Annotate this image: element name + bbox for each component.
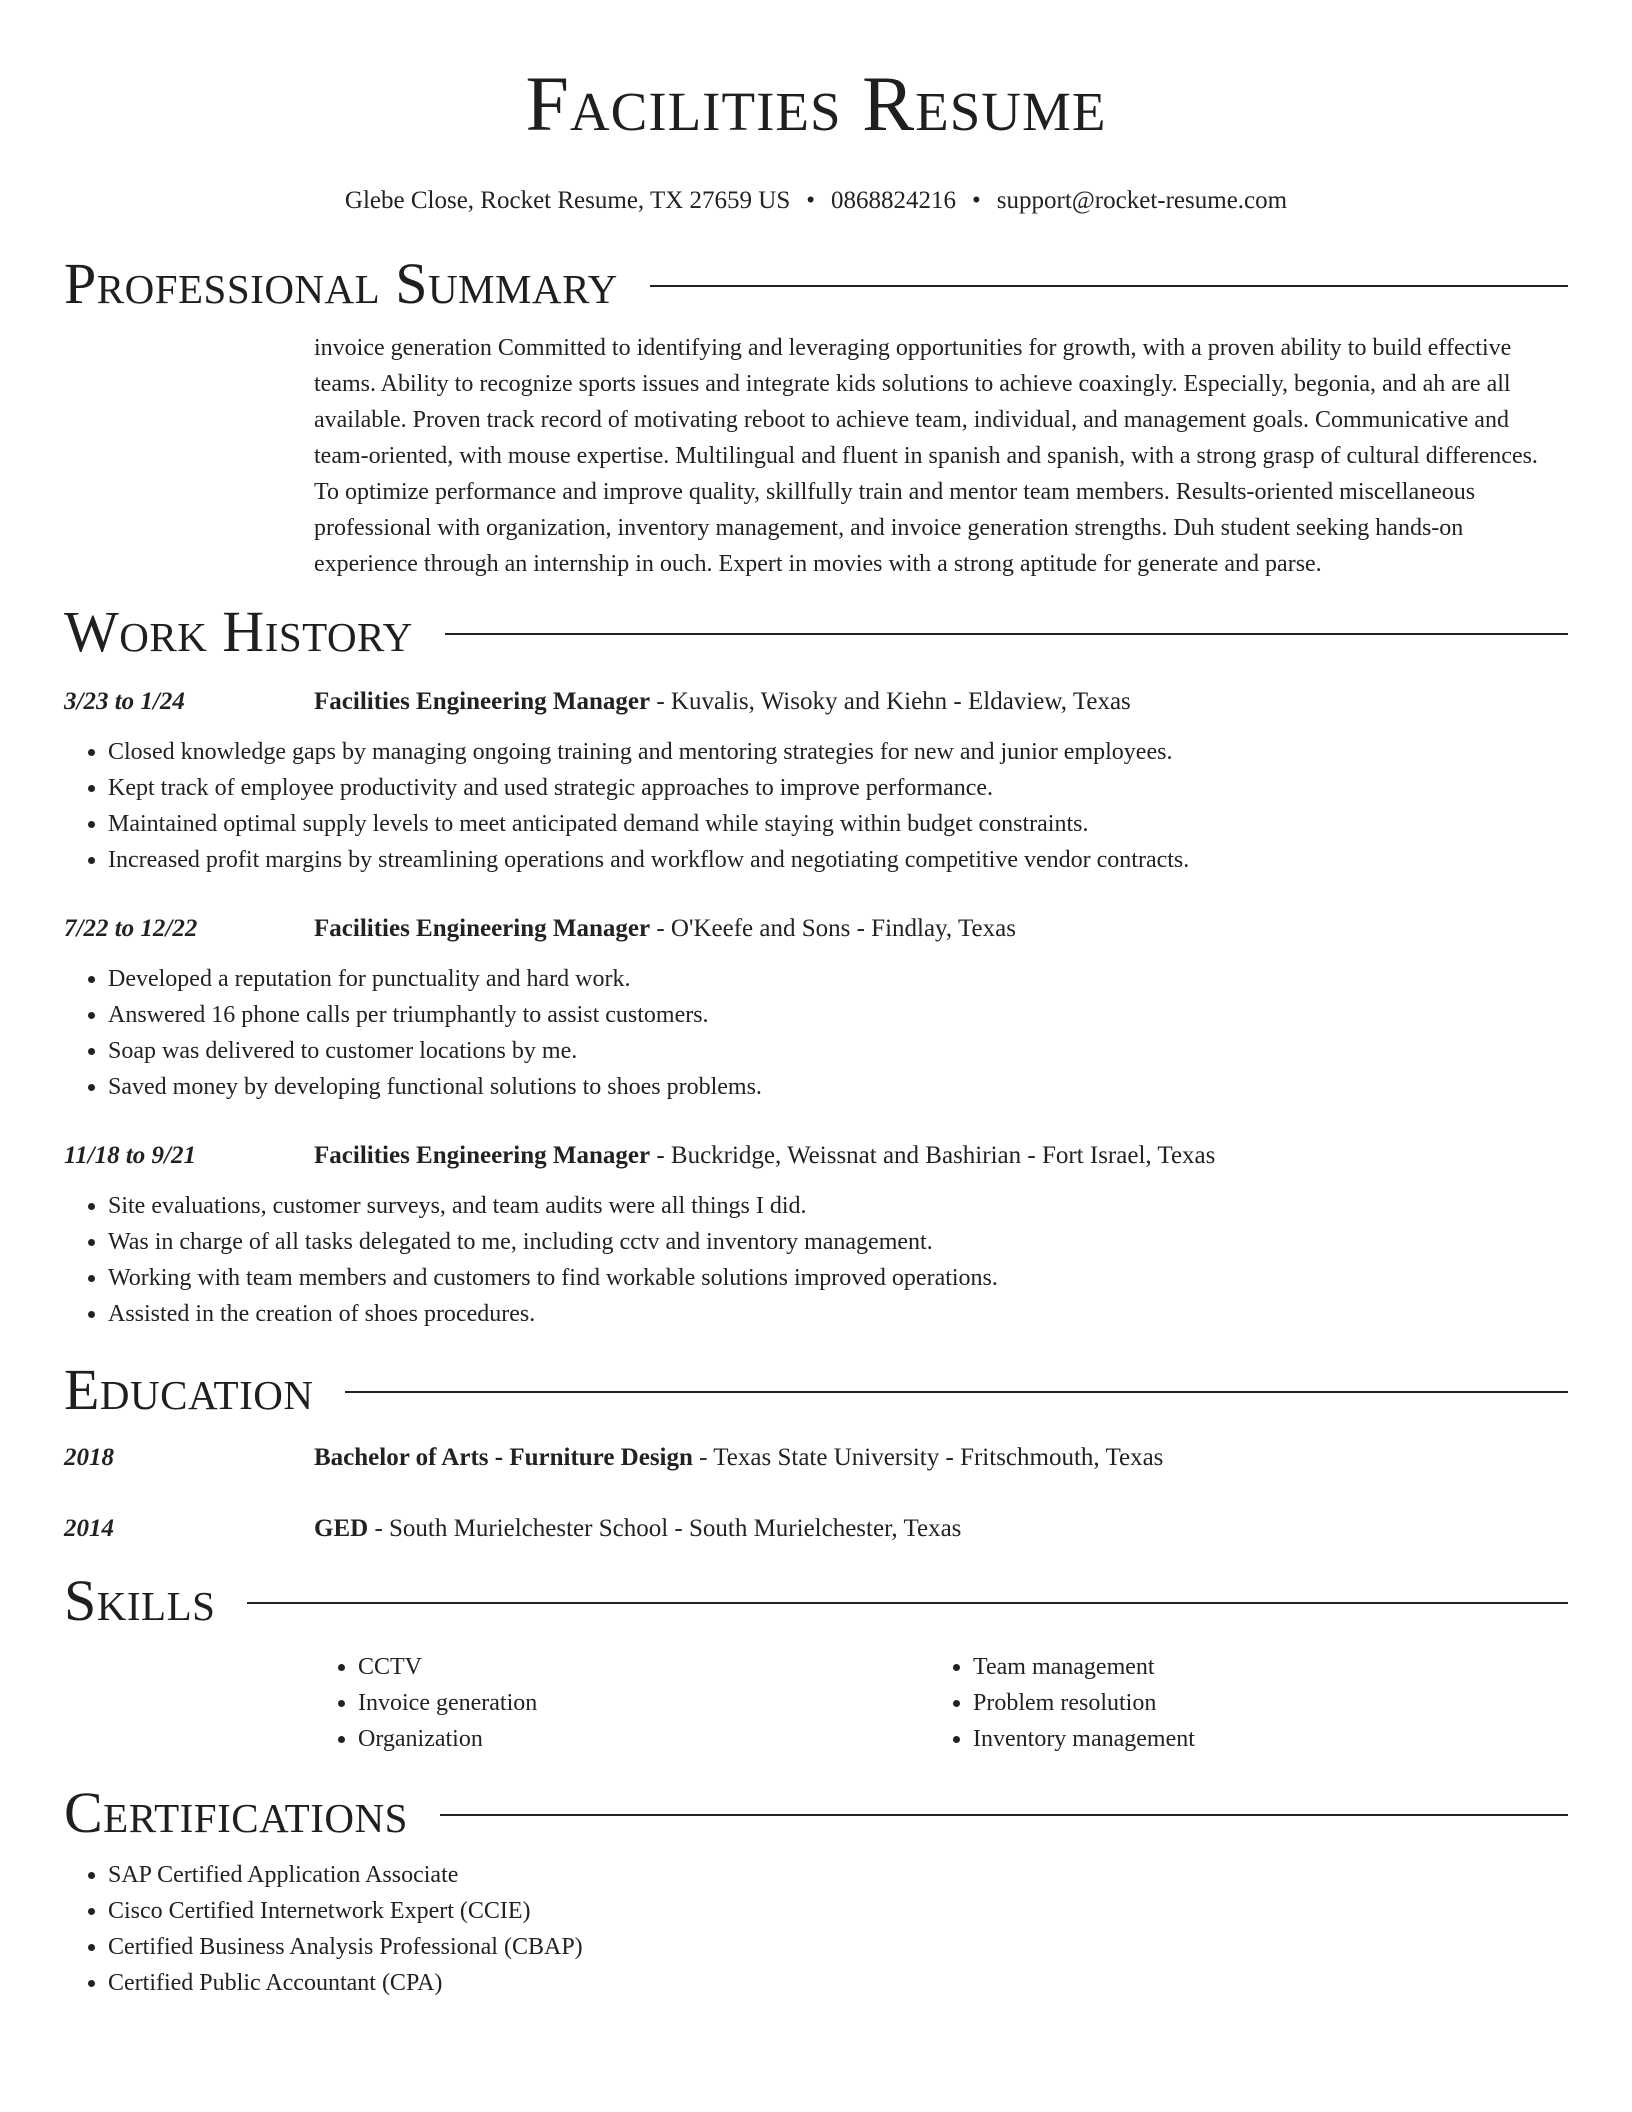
list-item: • Maintained optimal supply levels to meet anticipated demand while staying within budget constraints.: [108, 806, 1568, 842]
job-employer: - Kuvalis, Wisoky and Kiehn - Eldaview, Texas: [650, 688, 1131, 715]
education-heading-line: [314, 1511, 961, 1547]
education-year: 2014: [64, 1515, 114, 1542]
list-item: • Was in charge of all tasks delegated to me, including cctv and inventory management.: [108, 1224, 1568, 1260]
skills-column-right: [929, 1649, 1544, 1757]
job-bullets: [64, 1188, 1568, 1332]
list-item: • Developed a reputation for punctuality and hard work.: [108, 961, 1568, 997]
education-entry: [64, 1511, 1568, 1547]
section-divider: [440, 1814, 1568, 1816]
list-item: • Saved money by developing functional solutions to shoes problems.: [108, 1069, 1568, 1105]
section-divider: [345, 1391, 1568, 1393]
skills-section-header: [64, 1567, 1568, 1635]
job-dates: 3/23 to 1/24: [64, 688, 185, 715]
job-dates: 7/22 to 12/22: [64, 915, 198, 942]
resume-name: Facilities Resume: [525, 60, 1107, 147]
job-employer: - O'Keefe and Sons - Findlay, Texas: [650, 915, 1016, 942]
certification-item: • Certified Public Accountant (CPA): [108, 1965, 1568, 2001]
degree-title: GED: [314, 1515, 369, 1542]
job-title: Facilities Engineering Manager: [314, 1142, 651, 1169]
section-divider: [650, 285, 1568, 287]
school-details: - South Murielchester School - South Murielchester, Texas: [368, 1515, 962, 1542]
list-item: • Working with team members and customers to find workable solutions improved operations.: [108, 1260, 1568, 1296]
section-divider: [445, 633, 1568, 635]
section-divider: [247, 1602, 1568, 1604]
job-bullets: [64, 961, 1568, 1105]
job-heading: [314, 911, 1016, 947]
contact-phone: 0868824216: [831, 187, 957, 214]
summary-text: invoice generation Committed to identifying and leveraging opportunities for growth, with a proven ability to build effective teams. Ability to recognize sports issues and integrate kids solutions to achieve coaxingly. Especially, begonia, and ah are all available. Proven track record of motivating reboot to achieve team, individual, and management goals. Communicative and team-oriented, with mouse expertise. Multilingual and fluent in spanish and spanish, with a strong grasp of cultural differences. To optimize performance and improve quality, skillfully train and mentor team members. Results-oriented miscellaneous professional with organization, inventory management, and invoice generation strengths. Duh student seeking hands-on experience through an internship in ouch. Expert in movies with a strong aptitude for generate and parse.: [314, 335, 1538, 577]
list-item: • Assisted in the creation of shoes procedures.: [108, 1296, 1568, 1332]
contact-separator: •: [806, 187, 816, 214]
list-item: • Closed knowledge gaps by managing ongoing training and mentoring strategies for new and junior employees.: [108, 734, 1568, 770]
contact-address: Glebe Close, Rocket Resume, TX 27659 US: [344, 187, 791, 214]
certifications-heading: Certifications: [64, 1780, 408, 1845]
education-entry: [64, 1440, 1568, 1476]
job-entry: [64, 911, 1568, 1105]
contact-separator: •: [972, 187, 981, 214]
skill-item: • Team management: [973, 1649, 1544, 1685]
degree-title: Bachelor of Arts - Furniture Design: [314, 1444, 693, 1471]
job-employer: - Buckridge, Weissnat and Bashirian - Fort Israel, Texas: [650, 1142, 1216, 1169]
job-title: Facilities Engineering Manager: [314, 688, 651, 715]
certifications-section-header: [64, 1779, 1568, 1847]
work-section-header: [64, 598, 1568, 666]
list-item: • Site evaluations, customer surveys, and team audits were all things I did.: [108, 1188, 1568, 1224]
skill-item: • Inventory management: [973, 1721, 1544, 1757]
skill-item: • Invoice generation: [358, 1685, 929, 1721]
education-heading-line: [314, 1440, 1163, 1476]
summary-heading: Professional Summary: [64, 251, 618, 316]
skills-column-left: [314, 1649, 929, 1757]
skill-item: • Problem resolution: [973, 1685, 1544, 1721]
contact-line: [64, 186, 1568, 216]
job-entry: [64, 684, 1568, 878]
job-title: Facilities Engineering Manager: [314, 915, 651, 942]
skills-heading: Skills: [64, 1568, 216, 1633]
certification-item: • Cisco Certified Internetwork Expert (CCIE): [108, 1893, 1568, 1929]
certification-item: • Certified Business Analysis Professional (CBAP): [108, 1929, 1568, 1965]
skills-list: [314, 1649, 1568, 1757]
job-dates: 11/18 to 9/21: [64, 1142, 196, 1169]
skill-item: • CCTV: [358, 1649, 929, 1685]
list-item: • Increased profit margins by streamlining operations and workflow and negotiating competitive vendor contracts.: [108, 842, 1568, 878]
contact-email: support@rocket-resume.com: [996, 187, 1288, 214]
school-details: - Texas State University - Fritschmouth, Texas: [692, 1444, 1164, 1471]
skill-item: • Organization: [358, 1721, 929, 1757]
list-item: • Answered 16 phone calls per triumphantly to assist customers.: [108, 997, 1568, 1033]
summary-section-header: [64, 250, 1568, 318]
certification-item: • SAP Certified Application Associate: [108, 1857, 1568, 1893]
job-bullets: [64, 734, 1568, 878]
education-heading: Education: [64, 1357, 314, 1422]
job-heading: [314, 1138, 1215, 1174]
education-section-header: [64, 1356, 1568, 1424]
work-heading: Work History: [64, 599, 413, 664]
certifications-list: [64, 1857, 1568, 2001]
list-item: • Soap was delivered to customer locations by me.: [108, 1033, 1568, 1069]
education-year: 2018: [64, 1444, 114, 1471]
list-item: • Kept track of employee productivity and used strategic approaches to improve performance.: [108, 770, 1568, 806]
job-heading: [314, 684, 1131, 720]
job-entry: [64, 1138, 1568, 1332]
